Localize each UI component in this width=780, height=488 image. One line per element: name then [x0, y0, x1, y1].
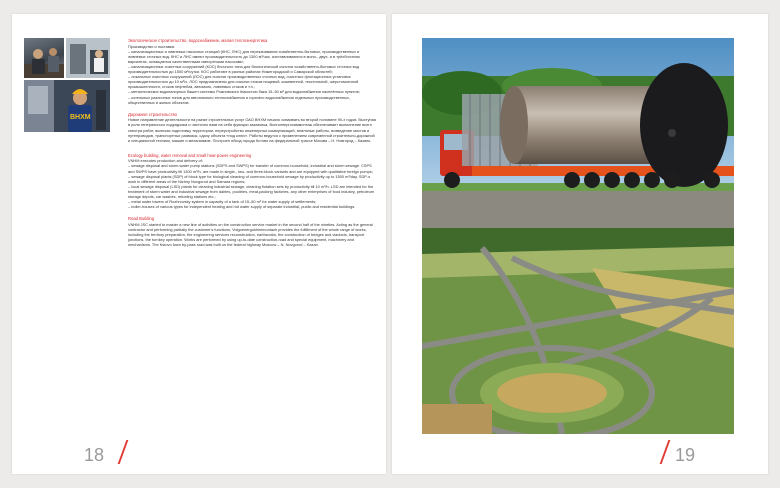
road-interchange-photo [422, 228, 734, 434]
worker-photo [24, 80, 110, 132]
ru-ecology-para: – локальных очистных сооружений (ЛОС) для очистки производственных сточных вод; очистных флотационных установок производительностью до 10 м³/ч. ЛОС предназначены для очистки стоков пищевой, кожевенной, текстильной, шерстомоечной промышленности, стоков нефтебаз, автомоек, ливневых стоков и т.п.; [128, 74, 359, 90]
ru-ecology-para: – котельных различных типов для автономного теплоснабжения и горячего водоснабжения отдельных производственных, общественных и жилых объектов. [128, 94, 350, 105]
ru-road-para: Новое направление деятельности на рынке строительных услуг ОАО ВНХМ начало осваивать во второй половине 90-х годов. Выступая в роли генерального подрядчика и частично взяв на себя функции заказчика, Волгоэнергохиммонтаж обеспечивает выполнение всего спектра работ, включая подготовку территории, переустройство инженерных коммуникаций, земляные работы, возведение мостов и путепроводов, транспортных развязок, сдачу объекта «под ключ». Работы ведутся с применением современной строительно-дорожной и специальной техники, машин и механизмов. Построен обход города Кстово на федеральной трассе Москва – Н. Новгород – Казань. [128, 117, 376, 143]
en-ecology-title: Ecology building, water removal and small heat-power engineering [128, 152, 252, 158]
en-ecology-para: – boiler-houses of various types for independent heating and hot water supply of separate industrial, public and residential buildings. [128, 204, 356, 210]
ru-ecology-title: Экологическое строительство, водоснабжение, малая теплоэнергетика [128, 38, 268, 43]
en-ecology-para: VNHM executes production and delivery of: [128, 158, 203, 164]
en-ecology-para: – sewage disposal plants (SDP) of block type for biological cleaning of common-household sewage by productivity up to 1500 m³/day. SDP-s work in different areas of the Nizhny Novgorod and Samara regions; [128, 173, 371, 184]
facility-photo [66, 38, 110, 78]
en-ecology-para: – sewage disposal and storm-water pump stations (SDPS and SWPS) for transfer of common-household, industrial and storm sewage. CSPS and SWPS have productivity till 1300 m³/h, are made in single-, two- and three-block variants and are equipped with qualitative foreign pumps; [128, 163, 373, 174]
page-number-left: 18 [84, 445, 105, 465]
vnhm-badge: ВНХМ [70, 114, 91, 121]
en-ecology-para: – local sewage disposal (LSD) plants for cleaning industrial sewage, cleaning flotation sets by productivity till 10 m³/h. LSD are intended for the treatment of storm water and industrial sewage from dairies, poultries, meat-packing factories, any other enterprises of food industry, petroleum storage depots, car washes, refueling stations etc.; [128, 183, 375, 200]
page-number-right: 19 [675, 445, 696, 465]
en-road-title: Road Building [128, 216, 155, 222]
en-road-para: VNHM JSC started to master a new line of activities on the construction service market in the second half of the nineties. Acting as the general contractor and performing partially the customer's functions, Volgoenergokhimmontazh provides the fulfillment of the whole range of works, including the territory preparation, the engineering services reconstruction, earthworks, the construction of bridges and viaducts, transport junctions, the turnkey operation. Works are performed by using up-to-date construction-road and special equipment, machinery and mechanisms. The Kstovo town by-pass road was built on the federal highway Moscow – N. Novgorod – Kazan. [128, 221, 373, 248]
page-number-slash [118, 440, 129, 464]
en-ecology-para: – metal water towers of Rozhnovsky system in capacity of a tank of 15–50 m³ for water supply of settlements; [128, 199, 317, 205]
ru-ecology-para: – металлических водонапорных башен системы Рожновского ёмкостью бака 15–50 м³ для водоснабжения населённых пунктов; [128, 89, 360, 95]
page-number-slash [660, 440, 671, 464]
ru-ecology-para: Производство и поставка: [128, 43, 175, 49]
ru-ecology-para: – канализационных и ливневых насосных станций (КНС, ЛНС) для перекачивания хозяйственно-бытовых, производственных и ливневых сточных вод. КНС и ЛНС имеют производительность до 1300 м³/час, изготавливаются в моно-, двух- и в трёхблочном вариантах, оснащаются качественными импортными насосами; [128, 48, 360, 64]
right-page [392, 14, 768, 474]
ru-ecology-para: – канализационных очистных сооружений (КОС) блочного типа для биологической очистки хозяйственно-бытовых сточных вод производительностью до 1500 м³/сутки. КОС работают в разных районах Нижегородской и Самарской областей; [128, 63, 359, 75]
text-column [128, 38, 376, 247]
truck-tank-photo [422, 38, 734, 228]
workers-photo [24, 38, 64, 78]
ru-road-title: Дорожное строительство [128, 111, 177, 117]
left-page [12, 14, 386, 474]
